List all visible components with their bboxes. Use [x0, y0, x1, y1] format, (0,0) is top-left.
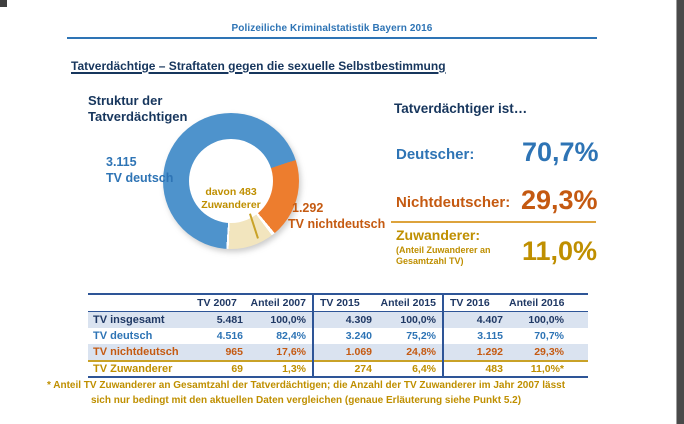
table-cell: 5.481	[185, 311, 249, 328]
table-row-tv-deutsch	[88, 328, 588, 345]
footnote-line1: * Anteil TV Zuwanderer an Gesamtzahl der Tatverdächtigen; die Anzahl der TV Zuwanderer im Jahr 2007 lässt	[46, 380, 566, 391]
table-row-tv-zuwanderer	[88, 361, 588, 378]
table-cell: 24,8%	[378, 344, 443, 361]
table-header-row	[88, 294, 588, 311]
chart-title-line2: Tatverdächtigen	[88, 109, 188, 124]
stat-value-zuwanderer: 11,0%	[522, 236, 598, 266]
table-header-tv-2016: TV 2016	[443, 294, 509, 311]
statistics-table-wrap	[88, 293, 588, 378]
table-cell: 100,0%	[249, 311, 313, 328]
stat-note-zuwanderer-line2: Gesamtzahl TV)	[396, 255, 464, 266]
table-header-tv-2007: TV 2007	[185, 294, 249, 311]
table-cell: 29,3%	[509, 344, 588, 361]
table-header-anteil-2007: Anteil 2007	[249, 294, 313, 311]
table-cell: 483	[443, 361, 509, 378]
stats-divider-line	[391, 221, 596, 223]
table-cell: 1,3%	[249, 361, 313, 378]
segment-label-tv-nichtdeutsch	[288, 200, 385, 232]
row-label: TV deutsch	[93, 329, 153, 342]
table-cell: 17,6%	[249, 344, 313, 361]
stat-note-zuwanderer-line1: (Anteil Zuwanderer an	[396, 245, 491, 255]
table-cell: 100,0%	[378, 311, 443, 328]
segment-value-tv-deutsch: 3.115	[106, 155, 137, 169]
table-cell: 4.309	[313, 311, 378, 328]
footnote	[26, 379, 586, 408]
row-label: TV Zuwanderer	[88, 361, 185, 378]
segment-label-tv-deutsch	[106, 154, 173, 186]
table-cell: 1.292	[443, 344, 509, 361]
header-rule	[67, 37, 597, 39]
table-cell: 274	[313, 361, 378, 378]
table-cell: 82,4%	[276, 329, 306, 342]
page-title: Tatverdächtige – Straftaten gegen die sexuelle Selbstbestimmung	[71, 59, 446, 73]
viewer-window-edge	[676, 0, 684, 424]
row-label: TV insgesamt	[88, 311, 185, 328]
stat-value-nichtdeutscher: 29,3%	[521, 185, 598, 215]
table-cell: 69	[185, 361, 249, 378]
table-cell: 6,4%	[378, 361, 443, 378]
report-header-title: Polizeiliche Kriminalstatistik Bayern 2016	[231, 23, 433, 34]
table-header-anteil-2016: Anteil 2016	[509, 294, 588, 311]
stat-label-deutscher: Deutscher:	[396, 146, 475, 163]
viewer-corner-chrome	[0, 0, 7, 7]
segment-value-tv-nichtdeutsch: 1.292	[292, 201, 324, 215]
chart-title	[88, 93, 187, 125]
table-cell: 965	[185, 344, 249, 361]
statistics-table	[88, 293, 588, 378]
table-cell: 3.240	[313, 328, 378, 345]
segment-name-tv-deutsch: TV deutsch	[106, 171, 174, 185]
stat-label-zuwanderer: Zuwanderer:	[396, 227, 481, 243]
stats-heading: Tatverdächtiger ist…	[394, 101, 528, 116]
table-cell: 11,0%*	[509, 361, 588, 378]
table-cell: 70,7%	[534, 329, 564, 342]
table-row-tv-nichtdeutsch	[88, 344, 588, 361]
table-cell: 3.115	[443, 328, 509, 345]
table-row-tv-insgesamt	[88, 311, 588, 328]
donut-pointer-line	[249, 213, 259, 238]
stat-note-zuwanderer	[396, 245, 491, 266]
segment-name-tv-nichtdeutsch: TV nichtdeutsch	[288, 217, 386, 231]
stat-value-deutscher: 70,7%	[522, 137, 599, 167]
donut-center-label	[163, 186, 299, 212]
donut-center-line1: davon 483	[205, 186, 257, 198]
table-header-anteil-2015: Anteil 2015	[378, 294, 443, 311]
table-header-empty	[88, 294, 185, 311]
row-label: TV nichtdeutsch	[88, 344, 185, 361]
donut-chart	[163, 113, 299, 249]
table-header-tv-2015: TV 2015	[313, 294, 378, 311]
table-cell: 4.516	[216, 329, 243, 342]
donut-center-line2: Zuwanderer	[201, 199, 261, 211]
chart-title-line1: Struktur der	[88, 93, 163, 108]
table-cell: 75,2%	[406, 329, 436, 342]
footnote-line2: sich nur bedingt mit den aktuellen Daten vergleichen (genaue Erläuterung siehe Punkt 5.2)	[90, 394, 522, 406]
table-cell: 100,0%	[509, 311, 588, 328]
table-cell: 1.069	[313, 344, 378, 361]
table-cell: 4.407	[443, 311, 509, 328]
stat-label-nichtdeutscher: Nichtdeutscher:	[396, 194, 511, 211]
